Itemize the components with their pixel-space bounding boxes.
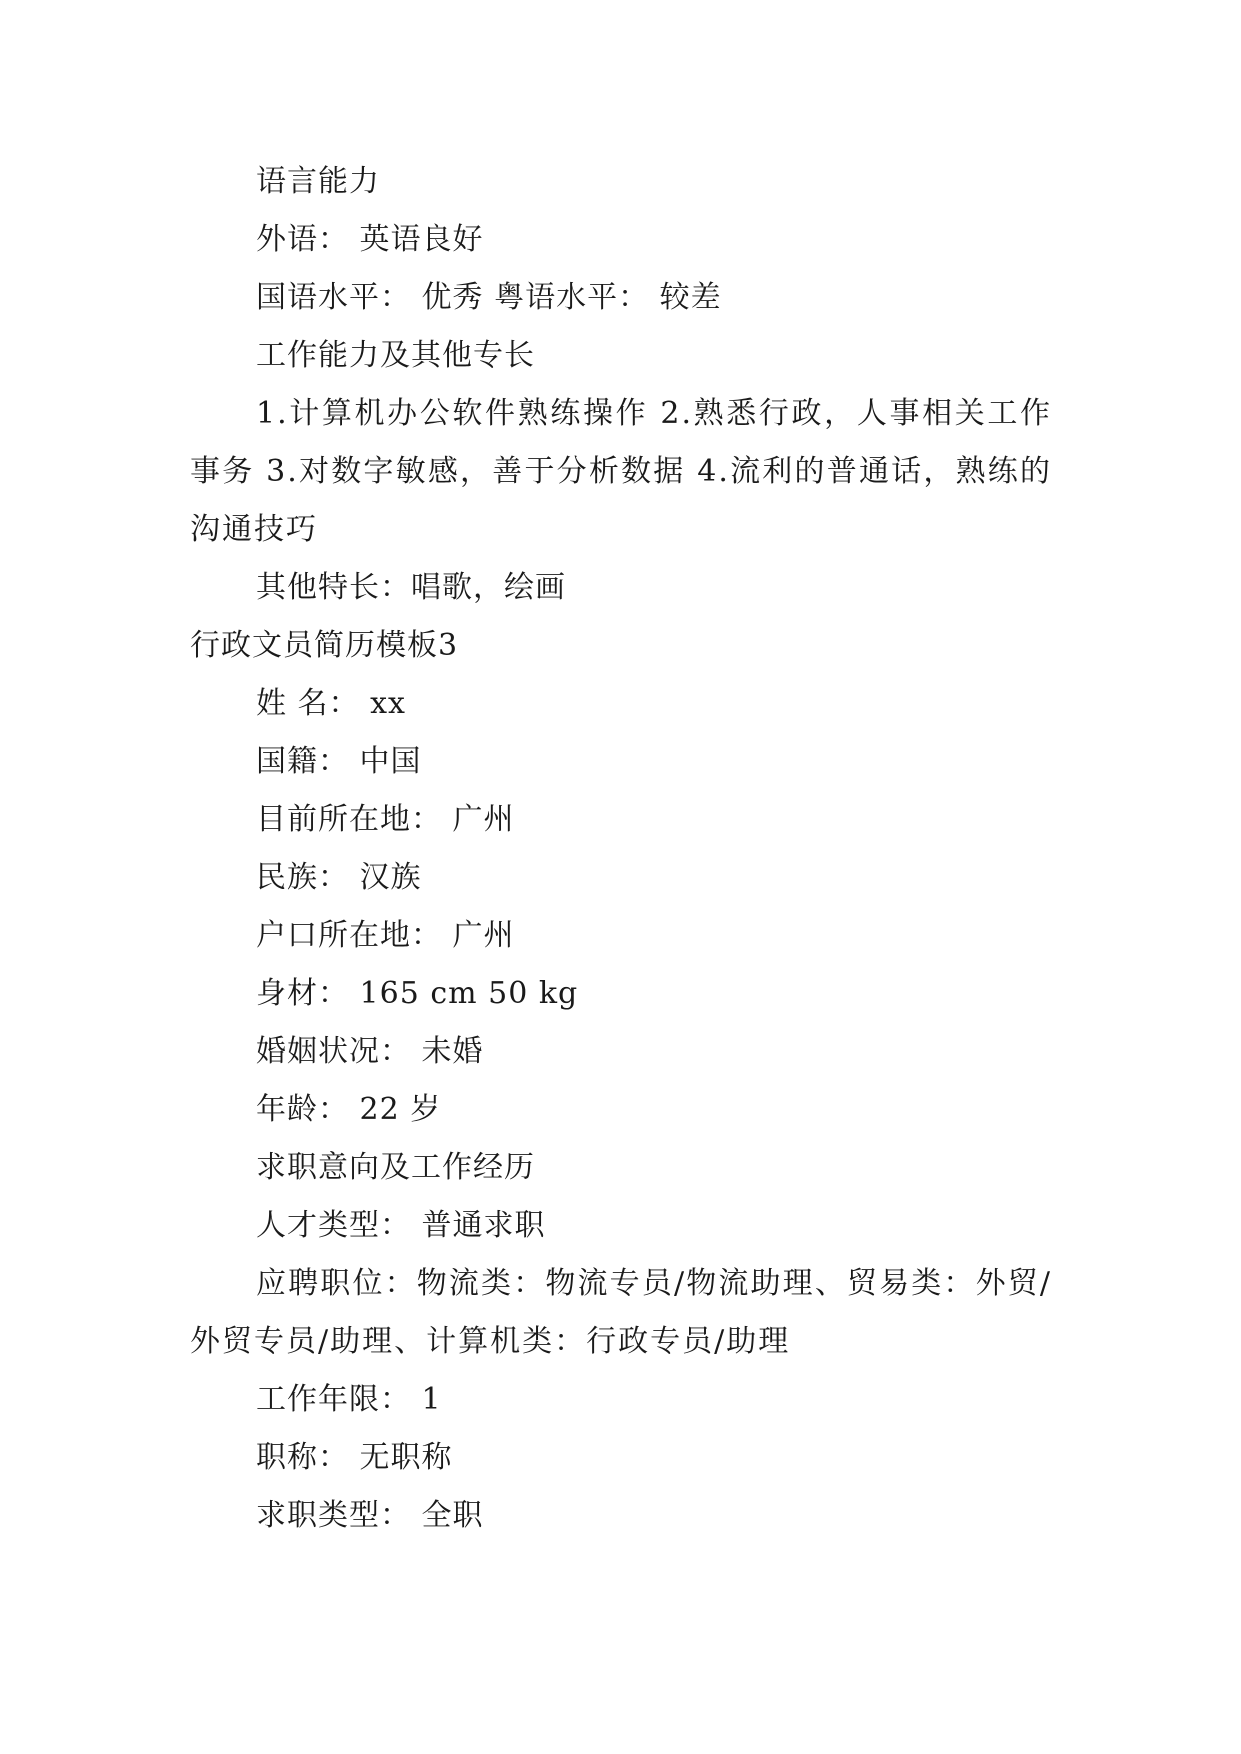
profile-body: 身材： 165 cm 50 kg xyxy=(256,976,579,1011)
job-title-line: 职称： 无职称 xyxy=(256,1440,453,1475)
foreign-language-line: 外语： 英语良好 xyxy=(256,222,484,257)
work-years-line: 工作年限： 1 xyxy=(256,1382,442,1417)
profile-current-location: 目前所在地： 广州 xyxy=(256,802,515,837)
document-body xyxy=(190,153,1052,1545)
skills-paragraph: 1.计算机办公软件熟练操作 2.熟悉行政，人事相关工作事务 3.对数字敏感，善于分析数据 4.流利的普通话，熟练的沟通技巧 xyxy=(190,396,1052,547)
profile-talent-type: 人才类型： 普通求职 xyxy=(256,1208,546,1243)
heading-job-intent: 求职意向及工作经历 xyxy=(256,1150,535,1185)
heading-language-ability: 语言能力 xyxy=(256,164,380,199)
section-title: 行政文员简历模板3 xyxy=(190,628,459,663)
other-skills-line: 其他特长：唱歌，绘画 xyxy=(256,570,566,605)
profile-nationality: 国籍： 中国 xyxy=(256,744,422,779)
profile-age: 年龄： 22 岁 xyxy=(256,1092,442,1127)
profile-name: 姓 名： xx xyxy=(256,686,406,721)
profile-marital-status: 婚姻状况： 未婚 xyxy=(256,1034,484,1069)
profile-hukou-location: 户口所在地： 广州 xyxy=(256,918,515,953)
heading-work-ability: 工作能力及其他专长 xyxy=(256,338,535,373)
profile-ethnicity: 民族： 汉族 xyxy=(256,860,422,895)
job-type-line: 求职类型： 全职 xyxy=(256,1498,484,1533)
positions-paragraph: 应聘职位：物流类：物流专员/物流助理、贸易类：外贸/外贸专员/助理、计算机类：行政专员/助理 xyxy=(190,1266,1052,1359)
mandarin-cantonese-line: 国语水平： 优秀 粤语水平： 较差 xyxy=(256,280,722,315)
